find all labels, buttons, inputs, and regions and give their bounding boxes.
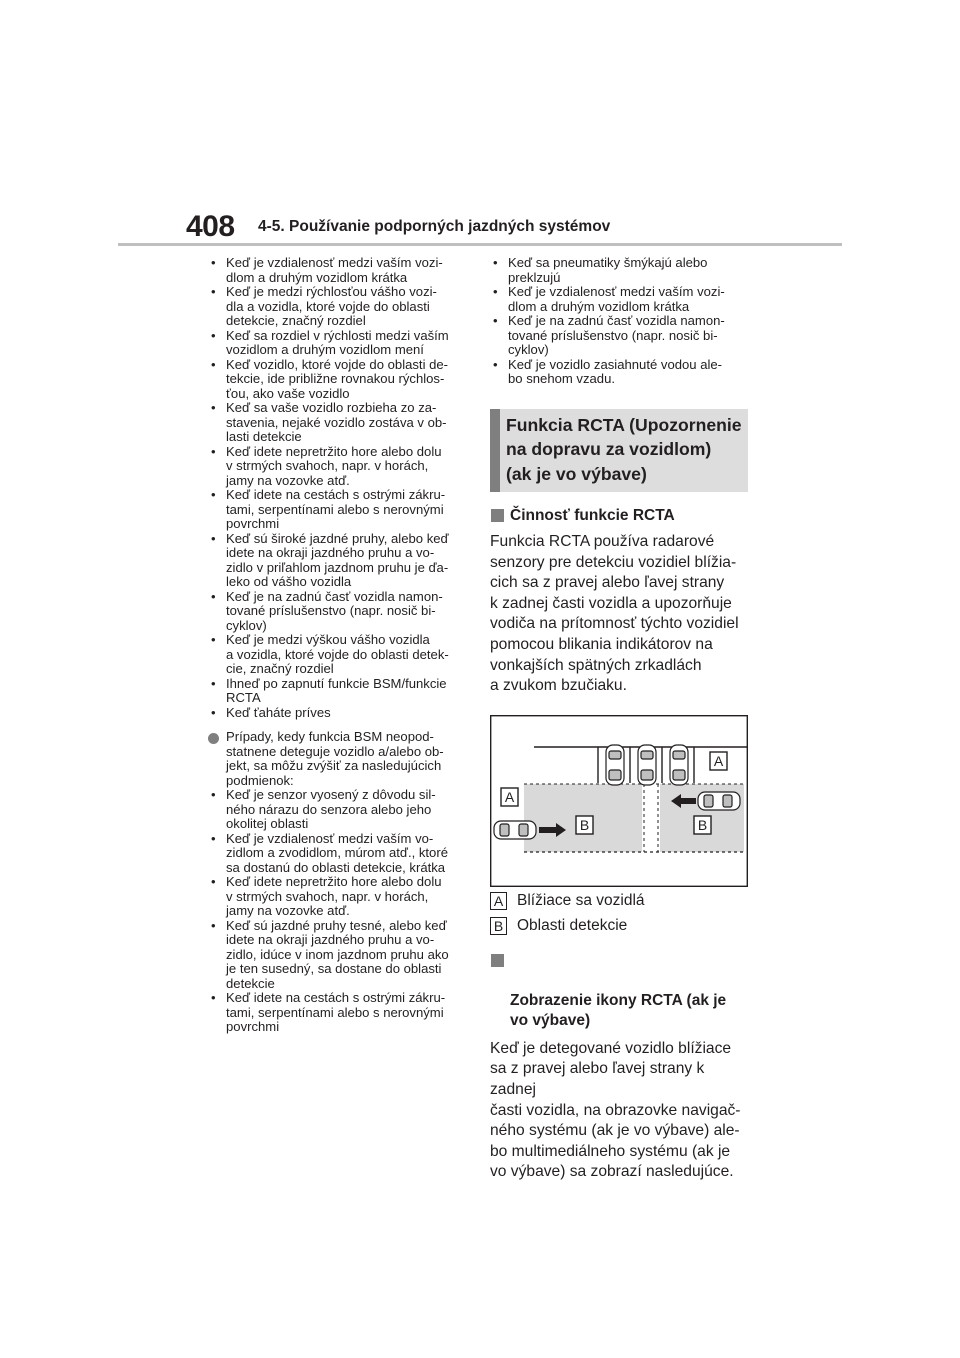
bullet-item: • Keď vozidlo, ktoré vojde do oblasti de- tekcie, ide približne rovnakou rýchlos- ťou, ako vaše vozidlo: [208, 358, 470, 402]
bullet-list-top: [208, 256, 470, 720]
legend-label-a: A: [490, 892, 507, 910]
bullet-item: • Keď je na zadnú časť vozidla namon- tované príslušenstvo (napr. nosič bi- cyklov): [490, 314, 752, 358]
bullet-item: • Keď sa rozdiel v rýchlosti medzi vaším vozidlom a druhým vozidlom mení: [208, 329, 470, 358]
svg-text:A: A: [713, 752, 724, 769]
bullet-item: • Keď je medzi výškou vášho vozidla a vozidla, ktoré vojde do oblasti detek- cie, značný rozdiel: [208, 633, 470, 677]
bullet-item: • Keď je na zadnú časť vozidla namon- tované príslušenstvo (napr. nosič bi- cyklov): [208, 590, 470, 634]
section-heading: Funkcia RCTA (Upozornenie na dopravu za vozidlom) (ak je vo výbave): [490, 409, 748, 493]
rcta-diagram-svg: [490, 715, 748, 887]
legend-row-a: [490, 891, 752, 912]
bullet-item: • Keď sa vaše vozidlo rozbieha zo za- stavenia, nejaké vozidlo zostáva v ob- lasti detekcie: [208, 401, 470, 445]
circle-bullet-icon: [208, 733, 219, 744]
rcta-diagram: [490, 715, 748, 887]
legend-label-b: B: [490, 917, 507, 935]
bullet-item: • Keď je vzdialenosť medzi vaším vozi- dlom a druhým vozidlom krátka: [490, 285, 752, 314]
subheading-text: Činnosť funkcie RCTA: [510, 507, 675, 524]
label-a-right: [710, 752, 727, 770]
page-number: 408: [186, 210, 235, 243]
bullet-item: • Keď idete nepretržito hore alebo dolu v strmých svahoch, napr. v horách, jamy na vozovke atď.: [208, 445, 470, 489]
square-bullet-icon: [491, 954, 504, 967]
bullet-item: • Keď idete na cestách s ostrými zákru- tami, serpentínami alebo s nerovnými povrchmi: [208, 488, 470, 532]
bullet-item: • Keď je senzor vyosený z dôvodu sil- ného nárazu do senzora alebo jeho okolitej oblasti: [208, 788, 470, 832]
subheading-rcta-icon: [490, 951, 752, 1031]
own-car: [494, 821, 536, 839]
svg-text:B: B: [579, 816, 590, 833]
bullet-item: • Keď je vzdialenosť medzi vaším vozi- dlom a druhým vozidlom krátka: [208, 256, 470, 285]
circle-item-text: Prípady, kedy funkcia BSM neopod- statnene deteguje vozidlo a/alebo ob- jekt, sa môžu zvýšiť za nasledujúcich podmienok:: [226, 729, 444, 788]
bullet-list-bottom: [208, 788, 470, 1035]
square-bullet-icon: [491, 509, 504, 522]
label-a-left: [501, 788, 518, 806]
left-column: [208, 256, 470, 1035]
circle-item: [208, 730, 470, 788]
label-b-right: [694, 816, 711, 834]
legend-text-a: Blížiace sa vozidlá: [517, 892, 645, 910]
bullet-item: • Keď idete nepretržito hore alebo dolu v strmých svahoch, napr. v horách, jamy na vozovke atď.: [208, 875, 470, 919]
bullet-list-right: [490, 256, 752, 387]
approaching-car: [698, 792, 740, 810]
subheading-text: Zobrazenie ikony RCTA (ak je vo výbave): [510, 991, 727, 1029]
parked-car-2: [638, 745, 656, 785]
bullet-item: • Keď idete na cestách s ostrými zákru- tami, serpentínami alebo s nerovnými povrchmi: [208, 991, 470, 1035]
bullet-item: • Keď sú jazdné pruhy tesné, alebo keď idete na okraji jazdného pruhu a vo- zidlo, idúce v inom jazdnom pruhu ako je ten susedný, sa dostane do oblasti detekcie: [208, 919, 470, 992]
chapter-title: 4-5. Používanie podporných jazdných systémov: [258, 218, 611, 235]
legend-text-b: Oblasti detekcie: [517, 917, 628, 935]
bullet-item: • Keď je vzdialenosť medzi vaším vo- zidlom a zvodidlom, múrom atď., ktoré sa dostanú do oblasti detekcie, krátka: [208, 832, 470, 876]
parked-car-1: [606, 745, 624, 785]
bullet-item: • Keď je medzi rýchlosťou vášho vozi- dla a vozidla, ktoré vojde do oblasti detekcie, značný rozdiel: [208, 285, 470, 329]
svg-text:A: A: [504, 788, 515, 805]
rcta-icon-text: Keď je detegované vozidlo blížiace sa z pravej alebo ľavej strany k zadnej časti vozidla, na obrazovke navigač- ného systému (ak je vo výbave) ale- bo multimediálneho systému (ak je vo výbave) sa zobrazí nasledujúce.: [490, 1039, 741, 1181]
label-b-left: [576, 816, 593, 834]
header-divider: [118, 243, 842, 246]
bullet-item: • Keď sa pneumatiky šmýkajú alebo preklzujú: [490, 256, 752, 285]
figure-legend: [490, 891, 752, 937]
subheading-rcta-operation: [490, 506, 752, 526]
rcta-operation-text: Funkcia RCTA používa radarové senzory pre detekciu vozidiel blížia- cich sa z pravej alebo ľavej strany k zadnej časti vozidla a upozorňuje vodiča na prítomnosť týchto vozidiel pomocou blikania indikátorov na vonkajších spätných zrkadlách a zvukom bzučiaku.: [490, 533, 739, 695]
svg-text:B: B: [697, 816, 708, 833]
bullet-item: • Keď sú široké jazdné pruhy, alebo keď idete na okraji jazdného pruhu a vo- zidlo v priľahlom jazdnom pruhu je ďa- leko od vášho vozidla: [208, 532, 470, 590]
legend-row-b: [490, 916, 752, 937]
right-column: [490, 256, 752, 1183]
bullet-item: • Ihneď po zapnutí funkcie BSM/funkcie RCTA: [208, 677, 470, 706]
bullet-item: • Keď ťaháte príves: [208, 706, 470, 721]
parked-car-3: [670, 745, 688, 785]
bullet-item: • Keď je vozidlo zasiahnuté vodou ale- bo snehom vzadu.: [490, 358, 752, 387]
